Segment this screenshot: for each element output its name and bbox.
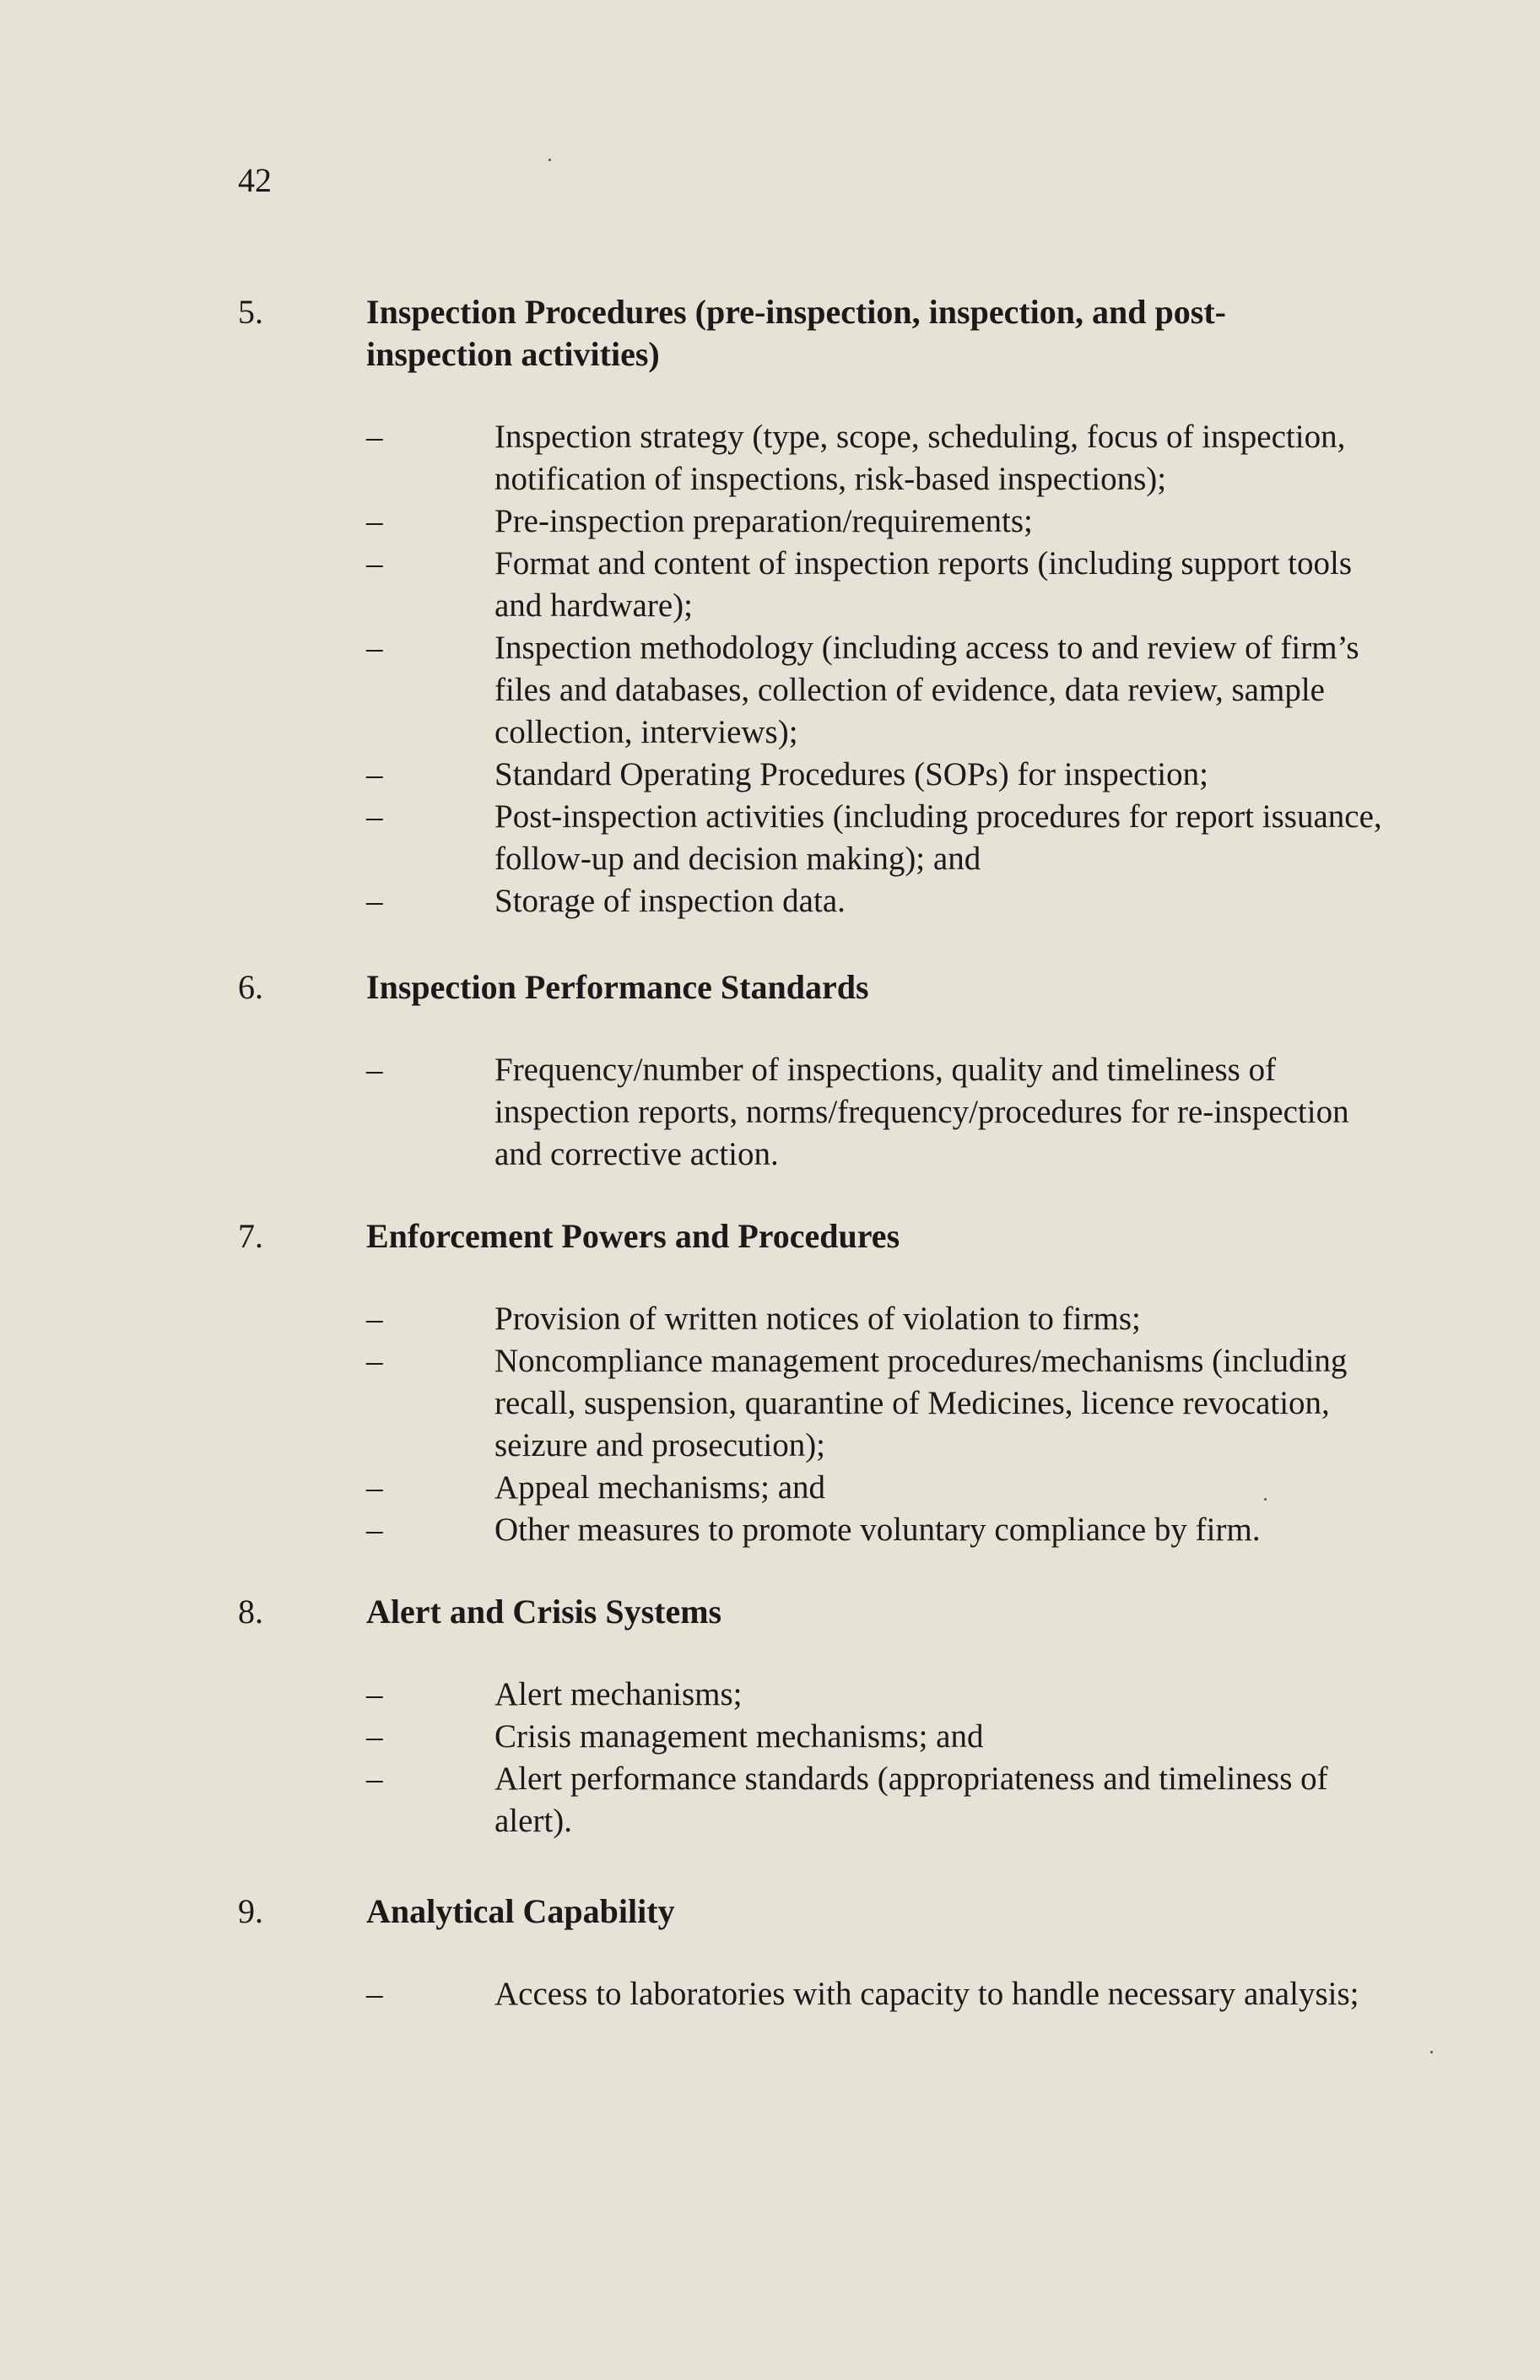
section-title: Enforcement Powers and Procedures [366,1217,900,1255]
list-item-text: Noncompliance management procedures/mechanisms (including recall, suspension, quarantine of Medicines, licence revocation, seizure and prosecution); [494,1343,1348,1463]
dash-marker: – [366,1469,383,1506]
section-number: 9. [238,1892,263,1930]
list-item-text: Alert performance standards (appropriateness and timeliness of alert). [494,1761,1328,1839]
dash-marker: – [366,1343,383,1379]
section-title: Alert and Crisis Systems [366,1593,722,1631]
dash-marker: – [366,1718,383,1755]
bullet-list [238,1049,1436,1176]
section-alert-crisis-systems [238,1591,1436,1842]
list-item-text: Access to laboratories with capacity to handle necessary analysis; [494,1976,1359,2012]
scan-speck [548,159,551,161]
list-item [238,880,1436,922]
bullet-list [238,1973,1436,2015]
list-item-text: Post-inspection activities (including procedures for report issuance, follow-up and decision making); and [494,798,1382,877]
dash-marker: – [366,419,383,455]
list-item [238,1467,1436,1509]
dash-marker: – [366,1512,383,1548]
list-item [238,754,1436,796]
list-item-text: Alert mechanisms; [494,1676,743,1712]
scan-speck [1264,1498,1267,1501]
section-number: 7. [238,1217,263,1255]
list-item-text: Pre-inspection preparation/requirements; [494,503,1033,539]
dash-marker: – [366,1301,383,1337]
section-heading [238,966,1436,1009]
dash-marker: – [366,503,383,539]
bullet-list [238,416,1436,922]
dash-marker: – [366,630,383,666]
list-item-text: Crisis management mechanisms; and [494,1718,984,1755]
section-inspection-procedures [238,291,1436,922]
list-item [238,1049,1436,1176]
dash-marker: – [366,756,383,792]
list-item-text: Standard Operating Procedures (SOPs) for inspection; [494,756,1208,792]
section-number: 5. [238,293,263,331]
scan-speck [1430,2051,1433,2053]
list-item [238,627,1436,754]
list-item [238,1973,1436,2015]
section-analytical-capability [238,1890,1436,2015]
list-item-text: Provision of written notices of violation to firms; [494,1301,1141,1337]
list-item-text: Inspection methodology (including access to and review of firm’s files and databases, collection of evidence, data review, sample collection, interviews); [494,630,1359,750]
list-item-text: Storage of inspection data. [494,883,846,919]
dash-marker: – [366,1761,383,1797]
section-inspection-performance-standards [238,966,1436,1176]
section-title: Analytical Capability [366,1892,675,1930]
list-item [238,796,1436,880]
list-item [238,1716,1436,1758]
list-item [238,1298,1436,1340]
section-heading [238,1591,1436,1633]
list-item-text: Other measures to promote voluntary compliance by firm. [494,1512,1261,1548]
bullet-list [238,1674,1436,1842]
section-number: 6. [238,968,263,1006]
list-item [238,1674,1436,1716]
section-number: 8. [238,1593,263,1631]
list-item-text: Format and content of inspection reports (including support tools and hardware); [494,545,1352,624]
list-item [238,500,1436,543]
list-item-text: Inspection strategy (type, scope, scheduling, focus of inspection, notification of inspections, risk-based inspections); [494,419,1346,497]
dash-marker: – [366,1052,383,1088]
list-item [238,416,1436,500]
section-title: Inspection Procedures (pre-inspection, inspection, and post-inspection activities) [366,293,1226,373]
section-heading [238,1215,1436,1258]
section-title: Inspection Performance Standards [366,968,869,1006]
dash-marker: – [366,883,383,919]
page-number: 42 [238,161,272,199]
dash-marker: – [366,545,383,581]
list-item [238,1509,1436,1551]
bullet-list [238,1298,1436,1551]
section-enforcement-powers [238,1215,1436,1551]
dash-marker: – [366,1976,383,2012]
list-item [238,1340,1436,1467]
list-item [238,543,1436,627]
list-item-text: Frequency/number of inspections, quality and timeliness of inspection reports, norms/frequency/procedures for re-inspection and corrective action. [494,1052,1349,1172]
section-heading [238,291,1436,376]
list-item [238,1758,1436,1842]
dash-marker: – [366,1676,383,1712]
list-item-text: Appeal mechanisms; and [494,1469,826,1506]
section-heading [238,1890,1436,1933]
dash-marker: – [366,798,383,835]
